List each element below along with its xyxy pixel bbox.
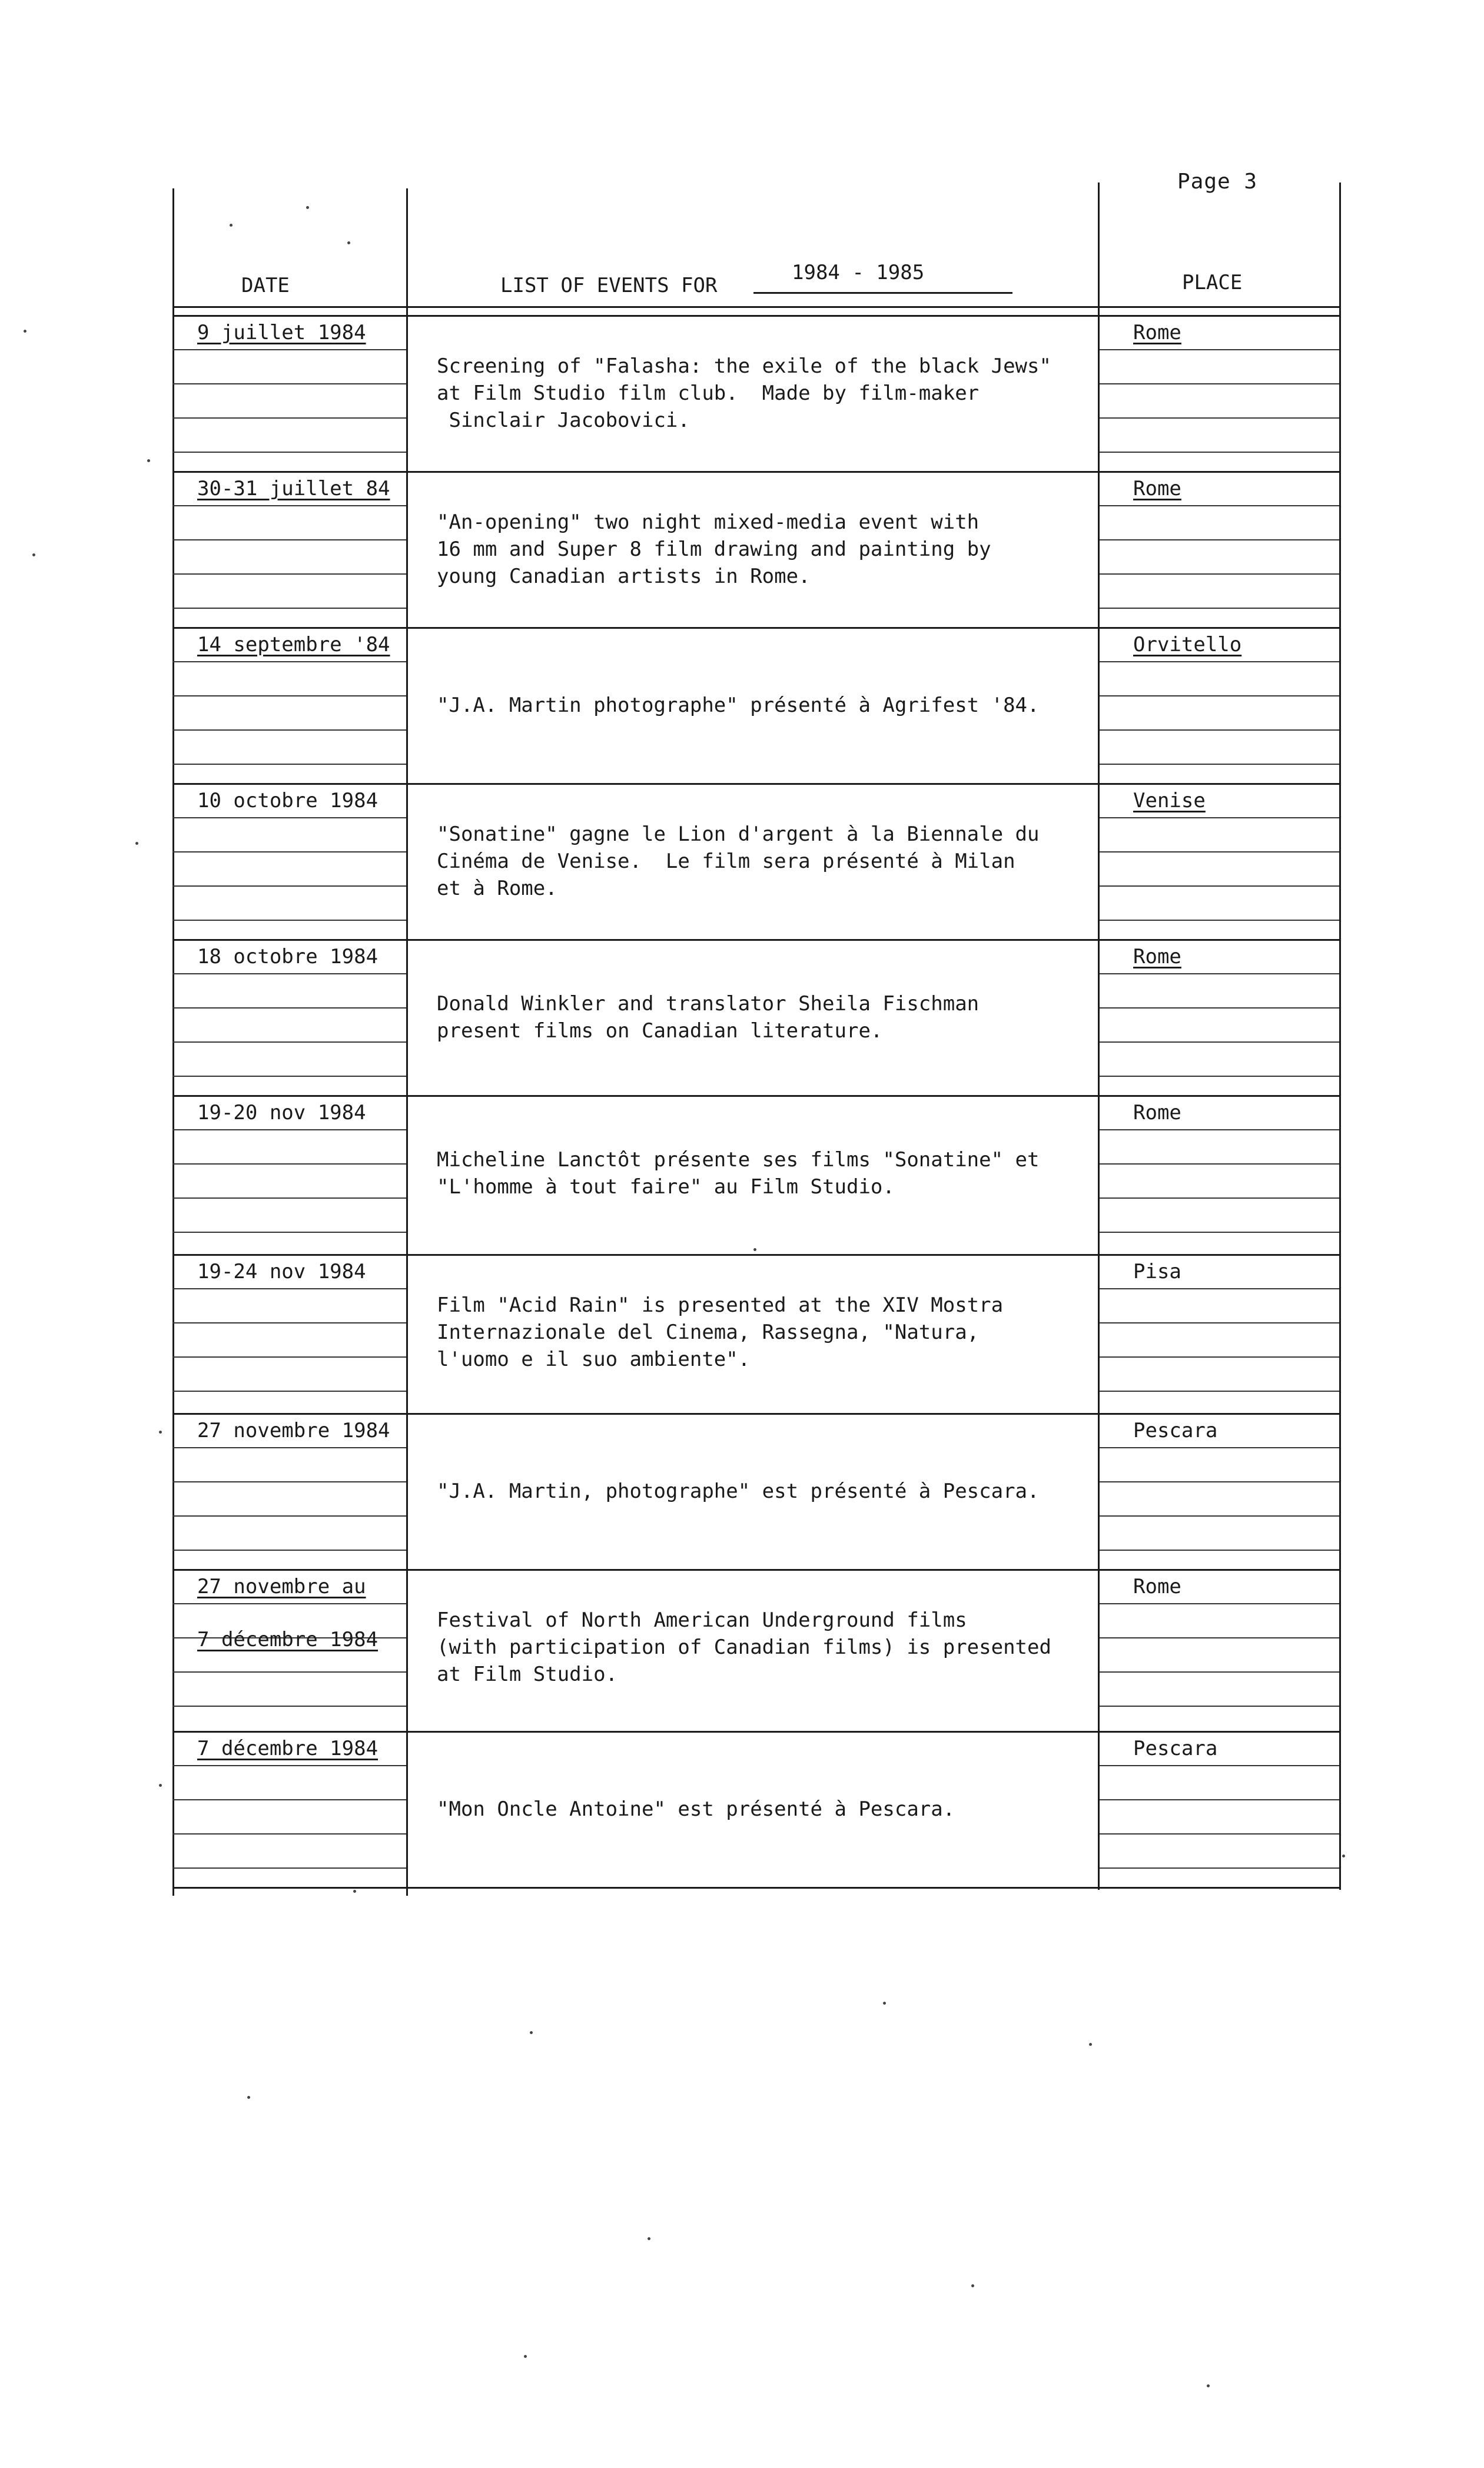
place-form-line bbox=[1100, 1765, 1339, 1766]
row-rule bbox=[172, 627, 1341, 629]
place-form-line bbox=[1100, 1356, 1339, 1358]
event-date: 27 novembre 1984 bbox=[197, 1419, 390, 1442]
header-rule bbox=[172, 306, 1341, 308]
date-form-line bbox=[172, 1288, 406, 1289]
date-form-line bbox=[172, 1550, 406, 1551]
date-form-line bbox=[172, 1391, 406, 1392]
event-description: Screening of "Falasha: the exile of the black Jews" at Film Studio film club. Made by film-maker Sinclair Jacobovici. bbox=[437, 354, 1051, 432]
place-form-line bbox=[1100, 885, 1339, 887]
place-form-line bbox=[1100, 817, 1339, 818]
date-form-line bbox=[172, 1515, 406, 1517]
place-form-line bbox=[1100, 1163, 1339, 1165]
speck bbox=[24, 330, 26, 333]
date-form-line bbox=[172, 851, 406, 852]
event-description: "Sonatine" gagne le Lion d'argent à la Biennale du Cinéma de Venise. Le film sera présenté à Milan et à Rome. bbox=[437, 822, 1040, 900]
speck bbox=[648, 2237, 650, 2240]
row-rule bbox=[172, 1254, 1341, 1256]
event-date: 14 septembre '84 bbox=[197, 633, 390, 656]
row-rule bbox=[172, 939, 1341, 941]
speck bbox=[347, 241, 350, 244]
date-form-line bbox=[172, 885, 406, 887]
list-title: LIST OF EVENTS FOR bbox=[500, 274, 718, 297]
row-rule bbox=[172, 471, 1341, 473]
place-form-line bbox=[1100, 695, 1339, 696]
event-place: Pisa bbox=[1133, 1260, 1181, 1283]
speck bbox=[883, 2002, 886, 2005]
place-form-line bbox=[1100, 1288, 1339, 1289]
speck bbox=[353, 1890, 356, 1893]
event-date-line2: 7 décembre 1984 bbox=[197, 1628, 379, 1651]
place-form-line bbox=[1100, 920, 1339, 921]
place-form-line bbox=[1100, 1232, 1339, 1233]
event-description: "Mon Oncle Antoine" est présenté à Pescara. bbox=[437, 1797, 955, 1821]
table-bottom-rule bbox=[172, 1887, 1341, 1889]
date-form-line bbox=[172, 1799, 406, 1800]
event-date: 19-24 nov 1984 bbox=[197, 1260, 366, 1283]
place-form-line bbox=[1100, 573, 1339, 575]
place-form-line bbox=[1100, 452, 1339, 453]
page-number: Page 3 bbox=[1177, 170, 1258, 194]
event-place: Rome bbox=[1133, 477, 1181, 500]
place-form-line bbox=[1100, 729, 1339, 731]
place-form-line bbox=[1100, 1706, 1339, 1707]
event-description: "J.A. Martin photographe" présenté à Agrifest '84. bbox=[437, 694, 1040, 717]
date-form-line bbox=[172, 573, 406, 575]
event-place: Rome bbox=[1133, 321, 1181, 344]
speck bbox=[971, 2284, 974, 2287]
event-description: Festival of North American Underground films (with participation of Canadian films) is presented at Film Studio. bbox=[437, 1608, 1051, 1686]
speck bbox=[135, 842, 138, 845]
event-description: Micheline Lanctôt présente ses films "Sonatine" et "L'homme à tout faire" au Film Studio. bbox=[437, 1148, 1040, 1199]
place-form-line bbox=[1100, 1076, 1339, 1077]
date-form-line bbox=[172, 1356, 406, 1358]
row-rule bbox=[172, 1731, 1341, 1733]
place-form-line bbox=[1100, 505, 1339, 506]
place-form-line bbox=[1100, 1867, 1339, 1869]
event-date: 19-20 nov 1984 bbox=[197, 1101, 366, 1124]
date-form-line bbox=[172, 1076, 406, 1077]
date-form-line bbox=[172, 1129, 406, 1130]
event-description: "An-opening" two night mixed-media event with 16 mm and Super 8 film drawing and painting by young Canadian artists in Rome. bbox=[437, 510, 991, 588]
date-form-line bbox=[172, 383, 406, 384]
place-form-line bbox=[1100, 1041, 1339, 1043]
date-form-line bbox=[172, 920, 406, 921]
speck bbox=[306, 206, 309, 209]
date-form-line bbox=[172, 539, 406, 540]
place-form-line bbox=[1100, 1322, 1339, 1323]
date-form-line bbox=[172, 1706, 406, 1707]
speck bbox=[753, 1248, 756, 1251]
speck bbox=[1207, 2384, 1210, 2387]
speck bbox=[32, 553, 35, 556]
event-place: Venise bbox=[1133, 789, 1206, 812]
event-place: Rome bbox=[1133, 1101, 1181, 1124]
right-rule bbox=[1339, 183, 1341, 1890]
event-description: "J.A. Martin, photographe" est présenté à Pescara. bbox=[437, 1480, 1040, 1503]
date-form-line bbox=[172, 349, 406, 350]
row-rule bbox=[172, 1095, 1341, 1097]
place-form-line bbox=[1100, 1007, 1339, 1009]
date-form-line bbox=[172, 1163, 406, 1165]
place-form-line bbox=[1100, 383, 1339, 384]
event-date: 9 juillet 1984 bbox=[197, 321, 366, 344]
row-rule bbox=[172, 315, 1341, 317]
place-form-line bbox=[1100, 973, 1339, 974]
place-form-line bbox=[1100, 661, 1339, 662]
date-form-line bbox=[172, 973, 406, 974]
date-form-line bbox=[172, 1765, 406, 1766]
speck bbox=[247, 2096, 250, 2099]
date-divider-rule bbox=[406, 188, 408, 1896]
speck bbox=[530, 2031, 533, 2034]
date-form-line bbox=[172, 729, 406, 731]
event-date: 7 décembre 1984 bbox=[197, 1737, 379, 1760]
date-form-line bbox=[172, 1197, 406, 1199]
date-column-header: DATE bbox=[241, 274, 290, 297]
event-date: 27 novembre au bbox=[197, 1575, 366, 1598]
event-date: 10 octobre 1984 bbox=[197, 789, 379, 812]
place-form-line bbox=[1100, 417, 1339, 419]
date-form-line bbox=[172, 817, 406, 818]
date-form-line bbox=[172, 1833, 406, 1835]
speck bbox=[1342, 1855, 1345, 1857]
date-form-line bbox=[172, 1481, 406, 1482]
place-form-line bbox=[1100, 1833, 1339, 1835]
place-form-line bbox=[1100, 1391, 1339, 1392]
place-form-line bbox=[1100, 539, 1339, 540]
place-form-line bbox=[1100, 1447, 1339, 1448]
speck bbox=[147, 459, 150, 462]
place-form-line bbox=[1100, 764, 1339, 765]
place-form-line bbox=[1100, 1481, 1339, 1482]
place-form-line bbox=[1100, 1550, 1339, 1551]
row-rule bbox=[172, 1569, 1341, 1571]
place-form-line bbox=[1100, 1637, 1339, 1638]
place-form-line bbox=[1100, 1197, 1339, 1199]
date-form-line bbox=[172, 1603, 406, 1604]
row-rule bbox=[172, 783, 1341, 785]
date-form-line bbox=[172, 661, 406, 662]
speck bbox=[230, 224, 233, 227]
date-form-line bbox=[172, 1007, 406, 1009]
place-form-line bbox=[1100, 851, 1339, 852]
date-form-line bbox=[172, 1867, 406, 1869]
event-place: Rome bbox=[1133, 945, 1181, 968]
event-place: Pescara bbox=[1133, 1419, 1218, 1442]
date-form-line bbox=[172, 1232, 406, 1233]
event-description: Film "Acid Rain" is presented at the XIV Mostra Internazionale del Cinema, Rassegna, "Natura, l'uomo e il suo ambiente". bbox=[437, 1293, 1004, 1371]
place-form-line bbox=[1100, 349, 1339, 350]
date-form-line bbox=[172, 1447, 406, 1448]
event-place: Orvitello bbox=[1133, 633, 1242, 656]
speck bbox=[159, 1784, 162, 1787]
date-form-line bbox=[172, 1671, 406, 1673]
place-form-line bbox=[1100, 1799, 1339, 1800]
date-form-line bbox=[172, 505, 406, 506]
years-range: 1984 - 1985 bbox=[792, 261, 925, 284]
date-form-line bbox=[172, 1041, 406, 1043]
place-column-header: PLACE bbox=[1182, 271, 1243, 294]
event-date: 18 octobre 1984 bbox=[197, 945, 379, 968]
speck bbox=[159, 1431, 162, 1434]
place-divider-rule bbox=[1098, 183, 1100, 1890]
place-form-line bbox=[1100, 1515, 1339, 1517]
years-underline bbox=[753, 292, 1012, 294]
event-place: Pescara bbox=[1133, 1737, 1218, 1760]
date-form-line bbox=[172, 695, 406, 696]
place-form-line bbox=[1100, 1671, 1339, 1673]
speck bbox=[1089, 2043, 1092, 2046]
table-header bbox=[0, 0, 1484, 330]
date-form-line bbox=[172, 764, 406, 765]
date-form-line bbox=[172, 417, 406, 419]
date-form-line bbox=[172, 608, 406, 609]
date-form-line bbox=[172, 452, 406, 453]
place-form-line bbox=[1100, 1129, 1339, 1130]
date-form-line bbox=[172, 1322, 406, 1323]
place-form-line bbox=[1100, 1603, 1339, 1604]
event-date: 30-31 juillet 84 bbox=[197, 477, 390, 500]
row-rule bbox=[172, 1413, 1341, 1415]
event-description: Donald Winkler and translator Sheila Fischman present films on Canadian literature. bbox=[437, 992, 980, 1043]
event-place: Rome bbox=[1133, 1575, 1181, 1598]
speck bbox=[524, 2355, 527, 2358]
place-form-line bbox=[1100, 608, 1339, 609]
